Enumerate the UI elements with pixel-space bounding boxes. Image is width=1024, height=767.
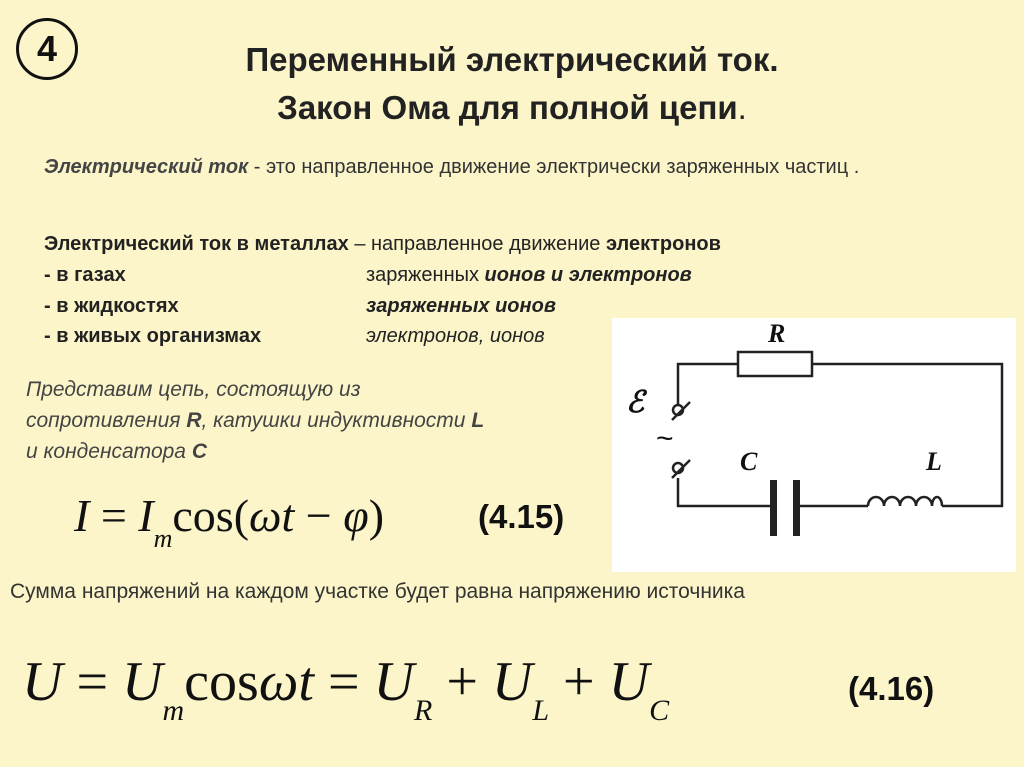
symbol-l: L xyxy=(471,409,485,432)
formula-im: I xyxy=(138,490,154,541)
label-tilde: ~ xyxy=(656,422,674,455)
formula-cos: cos( xyxy=(172,490,250,541)
formula-eq: = xyxy=(62,651,123,713)
formula-cos: cos xyxy=(184,651,259,713)
organisms-value-italic: электронов, ионов xyxy=(366,325,545,347)
symbol-r: R xyxy=(186,409,202,432)
title-line-1: Переменный электрический ток. xyxy=(245,41,779,78)
label-r: R xyxy=(768,319,786,348)
inductor-shape xyxy=(868,497,942,506)
title-line-2-end: . xyxy=(737,89,747,126)
equation-number-4-15: (4.15) xyxy=(478,498,565,535)
metals-dash: – направленное движение xyxy=(348,233,606,255)
gases-label: - в газах xyxy=(44,264,126,286)
page-title xyxy=(0,36,1024,132)
formula-ur: U xyxy=(373,651,414,713)
equation-number-4-16: (4.16) xyxy=(848,670,935,707)
formula-uc: U xyxy=(608,651,650,713)
formula-plus: + xyxy=(432,651,492,713)
formula-i: I xyxy=(74,490,90,541)
formula-subscript-l: L xyxy=(532,694,550,727)
gases-value xyxy=(366,259,806,291)
liquids-value-italic: заряженных ионов xyxy=(366,295,556,317)
formula-phi: φ xyxy=(343,490,369,541)
circuit-intro-text: и конденсатора xyxy=(26,440,192,463)
circuit-intro-text: , катушки индуктивности xyxy=(201,409,472,432)
circuit-diagram xyxy=(612,318,1016,572)
formula-subscript-r: R xyxy=(413,694,433,727)
gases-value-plain: заряженных xyxy=(366,264,485,286)
formula-eq: = xyxy=(313,651,374,713)
formula-omega-t: ωt xyxy=(258,651,314,713)
label-emf: ℰ xyxy=(626,386,645,419)
slide-number-badge: 4 xyxy=(16,18,78,80)
formula-omega-t: ωt xyxy=(249,490,295,541)
circuit-intro-line-3 xyxy=(26,436,616,467)
formula-subscript-m: m xyxy=(153,524,173,553)
formula-eq: = xyxy=(89,490,139,541)
formula-voltage xyxy=(22,646,669,747)
metals-value: электронов xyxy=(605,233,721,255)
title-line-2 xyxy=(0,84,1024,132)
terminal-bottom xyxy=(672,460,690,478)
formula-current xyxy=(74,486,384,569)
liquids-label: - в жидкостях xyxy=(44,295,179,317)
capacitor-shape xyxy=(770,480,800,536)
metals-label: Электрический ток в металлах xyxy=(44,233,349,255)
sum-sentence: Сумма напряжений на каждом участке будет равна напряжению источника xyxy=(10,580,745,603)
formula-um: U xyxy=(122,651,163,713)
current-definition xyxy=(44,152,1014,182)
formula-close: ) xyxy=(368,490,385,541)
formula-minus: − xyxy=(294,490,344,541)
wire-top xyxy=(678,364,738,408)
formula-subscript-c: C xyxy=(649,694,670,727)
title-line-2-text: Закон Ома для полной цепи xyxy=(277,89,738,126)
label-c: C xyxy=(740,447,758,476)
definition-text: - это направленное движение электрически заряженных частиц . xyxy=(248,156,860,178)
metals-line xyxy=(44,228,1004,260)
symbol-c: С xyxy=(191,440,207,463)
wire-top-right xyxy=(812,364,1002,506)
circuit-intro-line-2 xyxy=(26,405,616,436)
definition-term: Электрический ток xyxy=(44,156,249,178)
circuit-svg xyxy=(612,318,1016,572)
circuit-intro xyxy=(26,374,616,467)
resistor-shape xyxy=(738,352,812,376)
formula-subscript-m: m xyxy=(162,694,185,727)
gases-value-italic: ионов и электронов xyxy=(484,264,692,286)
formula-ul: U xyxy=(491,651,533,713)
label-l: L xyxy=(926,447,942,476)
formula-u: U xyxy=(22,651,63,713)
terminal-top xyxy=(672,402,690,420)
formula-plus: + xyxy=(549,651,609,713)
wire-bottom xyxy=(678,478,772,506)
organisms-label: - в живых организмах xyxy=(44,325,262,347)
circuit-intro-line-1: Представим цепь, состоящую из xyxy=(26,378,361,401)
circuit-intro-text: сопротивления xyxy=(26,409,187,432)
